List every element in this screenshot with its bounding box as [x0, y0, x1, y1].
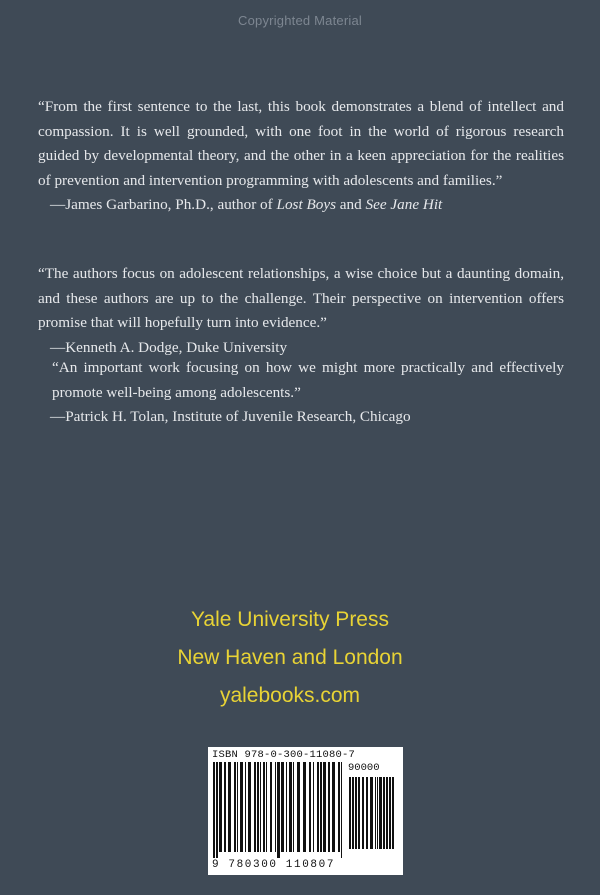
publisher-name: Yale University Press — [190, 608, 389, 631]
isbn-number: ISBN 978-0-300-11080-7 — [212, 749, 356, 761]
barcode-bar — [270, 762, 272, 852]
barcode-bar — [341, 762, 342, 858]
barcode-bar — [320, 762, 322, 852]
quote-attribution — [38, 193, 564, 218]
barcode-bar — [370, 777, 373, 849]
barcode-bar — [234, 762, 236, 852]
ean-bars — [212, 762, 344, 858]
barcode-bar — [349, 777, 351, 849]
barcode-bar — [366, 777, 368, 849]
barcode-bar — [375, 777, 376, 849]
barcode-bar — [257, 762, 259, 852]
barcode-bar — [224, 762, 226, 852]
endorsement-quote-dodge — [38, 262, 564, 360]
quote-text: “From the first sentence to the last, this book demonstrates a blend of intellect and compassion. It is well grounded, with one foot in the world of rigorous research guided by developmental theory, and the other in a keen appreciation for the realities of prevention and intervention programming with adolescents and families.” — [38, 98, 564, 189]
quote-attribution: —Patrick H. Tolan, Institute of Juvenile Research, Chicago — [50, 408, 411, 426]
isbn-barcode — [208, 747, 403, 875]
copyright-watermark: Copyrighted Material — [238, 13, 362, 28]
barcode-bar — [355, 777, 357, 849]
barcode-bar — [286, 762, 287, 852]
endorsement-quote-garbarino — [38, 95, 564, 218]
quote-attribution: —Kenneth A. Dodge, Duke University — [50, 338, 288, 356]
quote-text: “An important work focusing on how we might more practically and effectively promote well-being among adolescents.” — [52, 359, 564, 401]
barcode-bar — [386, 777, 388, 849]
price-code: 90000 — [348, 762, 380, 774]
barcode-bar — [338, 762, 340, 852]
barcode-bar — [281, 762, 284, 852]
barcode-bar — [260, 762, 261, 852]
barcode-bar — [248, 762, 251, 852]
barcode-bar — [293, 762, 294, 852]
quote-text: “The authors focus on adolescent relationships, a wise choice but a daunting domain, and these authors are up to the challenge. Their perspective on intervention offers promise that will hopefully turn into evidence.” — [38, 265, 564, 332]
barcode-bar — [332, 762, 335, 852]
barcode-bar — [317, 762, 319, 852]
barcode-bar — [254, 762, 256, 852]
barcode-bar — [240, 762, 243, 852]
barcode-bar — [216, 762, 218, 858]
barcode-bar — [309, 762, 311, 852]
barcode-bar — [313, 762, 314, 852]
price-addon-bars — [348, 777, 398, 857]
barcode-bar — [358, 777, 360, 849]
barcode-bar — [289, 762, 292, 852]
publisher-website: yalebooks.com — [219, 684, 361, 707]
endorsement-quote-tolan — [38, 356, 564, 430]
barcode-bar — [323, 762, 326, 852]
barcode-bar — [277, 762, 280, 858]
ean-digits: 9 780300 110807 — [212, 859, 336, 871]
barcode-bar — [297, 762, 300, 852]
publisher-cities: New Haven and London — [177, 646, 403, 669]
attribution-author: —James Garbarino, Ph.D., author of — [50, 196, 277, 214]
attribution-joiner: and — [336, 196, 366, 214]
book-title-lost-boys: Lost Boys — [276, 196, 336, 214]
barcode-bar — [237, 762, 238, 852]
barcode-bar — [219, 762, 222, 852]
barcode-bar — [389, 777, 391, 849]
barcode-bar — [352, 777, 354, 849]
barcode-bar — [377, 777, 378, 849]
barcode-bar — [392, 777, 394, 849]
barcode-bar — [263, 762, 265, 852]
barcode-bar — [383, 777, 385, 849]
book-title-see-jane-hit: See Jane Hit — [365, 196, 443, 214]
barcode-bar — [362, 777, 364, 849]
barcode-bar — [228, 762, 231, 852]
barcode-bar — [213, 762, 215, 858]
barcode-bar — [303, 762, 306, 852]
barcode-bar — [266, 762, 267, 852]
barcode-bar — [328, 762, 330, 852]
barcode-bar — [245, 762, 246, 852]
barcode-bar — [379, 777, 382, 849]
barcode-bar — [275, 762, 276, 852]
